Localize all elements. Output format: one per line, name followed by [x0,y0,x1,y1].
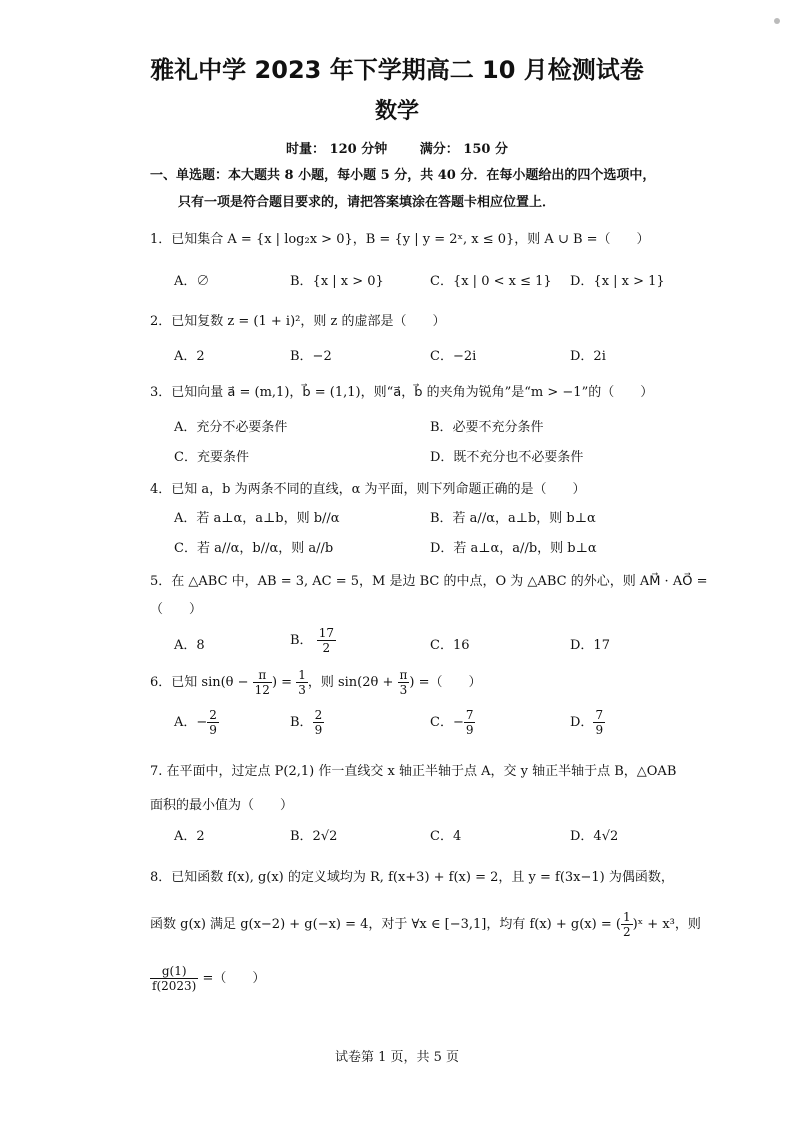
option-label: B． [290,715,313,730]
option-fraction [593,708,605,737]
q2-option-c: C．−2i [430,349,477,364]
q6-option-d [570,708,605,737]
q8-stem-part3: =（ ） [198,971,266,986]
fraction-numerator: 17 [318,626,334,640]
fraction-denominator: f(2023) [152,979,197,993]
subject-title: 数学 [374,99,419,124]
question-1-stem: 1．已知集合 A = {x | log₂x > 0}，B = {y | y = 2ˣ, x ≤ 0}，则 A ∪ B =（ ） [150,232,650,247]
q1-option-a: A．∅ [174,274,210,289]
full-score: 满分： 150 分 [419,142,508,157]
option-fraction [313,708,325,737]
question-8-stem-cont [150,910,701,939]
q3-option-d: D．既不充分也不必要条件 [430,450,584,465]
q3-option-a: A．充分不必要条件 [174,420,288,435]
question-5-stem: 5．在 △ABC 中，AB = 3, AC = 5，M 是边 BC 的中点，O 为 △ABC 的外心，则 AM⃗ · AO⃗ = [150,574,708,589]
question-4-stem: 4．已知 a，b 为两条不同的直线，α 为平面，则下列命题正确的是（ ） [150,482,586,497]
fraction-numerator: 1 [622,910,631,924]
fraction-numerator: 7 [595,708,604,722]
q6-pi-over-3 [398,668,410,697]
q3-option-b: B．必要不充分条件 [430,420,544,435]
option-label: D． [570,715,594,730]
q8-stem-part1: 函数 g(x) 满足 g(x−2) + g(−x) = 4，对于 ∀x ∈ [−3,1]，均有 f(x) + g(x) = ( [150,917,621,932]
q7-option-a: A．2 [174,829,205,844]
fraction-denominator: 3 [399,683,408,697]
q7-option-b: B．2√2 [290,829,338,844]
section-instructions-line2: 只有一项是符合题目要求的，请把答案填涂在答题卡相应位置上． [178,195,556,210]
q1-option-c: C．{x | 0 < x ≤ 1} [430,274,552,289]
fraction-denominator: 9 [314,723,323,737]
fraction-numerator: π [253,668,272,683]
q8-one-half [621,910,633,939]
q5-option-d: D．17 [570,638,610,653]
q5-option-c: C．16 [430,638,470,653]
question-8-stem: 8．已知函数 f(x), g(x) 的定义域均为 R, f(x+3) + f(x) = 2，且 y = f(3x−1) 为偶函数， [150,870,674,885]
q7-option-c: C．4 [430,829,462,844]
scan-mark [774,18,780,24]
section-instructions-line1: 一、单选题：本大题共 8 小题，每小题 5 分，共 40 分．在每小题给出的四个选项中， [150,168,656,183]
question-7-stem-cont: 面积的最小值为（ ） [150,798,294,813]
question-5-stem-cont: （ ） [150,602,203,617]
q2-option-a: A．2 [174,349,205,364]
q5-option-b [290,626,336,655]
q2-option-d: D．2i [570,349,606,364]
page-footer: 试卷第 1 页，共 5 页 [334,1050,460,1065]
fraction-denominator: 2 [622,925,631,939]
fraction-denominator: 2 [322,641,331,655]
option-fraction [207,708,219,737]
fraction-denominator: 9 [595,723,604,737]
fraction-numerator: 1 [298,668,306,682]
question-8-stem-final [150,964,265,993]
q1-option-d: D．{x | x > 1} [570,274,665,289]
q5-option-b-fraction [317,626,336,655]
q6-option-b [290,708,324,737]
fraction-numerator: 2 [209,708,217,722]
fraction-denominator: 9 [209,723,217,737]
fraction-numerator: π [399,668,408,682]
question-3-stem: 3．已知向量 a⃗ = (m,1)，b⃗ = (1,1)，则“a⃗，b⃗ 的夹角为锐角”是“m > −1”的（ ） [150,385,654,400]
fraction-numerator: 2 [314,708,323,722]
q8-stem-part2: )ˣ + x³，则 [632,917,701,932]
q5-option-a: A．8 [174,638,205,653]
time-limit: 时量： 120 分钟 [286,142,388,157]
q6-one-third [296,668,308,697]
q6-stem-part1: 6．已知 sin(θ − [150,675,253,690]
q6-pi-over-12 [253,668,272,697]
fraction-denominator: 9 [465,723,474,737]
q2-option-b: B．−2 [290,349,332,364]
fraction-denominator: 12 [254,683,270,697]
fraction-numerator: 7 [465,708,474,722]
q7-option-d: D．4√2 [570,829,619,844]
question-6-stem [150,668,482,697]
fraction-numerator: g(1) [150,964,198,979]
q6-stem-part2: ) = [271,675,297,690]
question-2-stem: 2．已知复数 z = (1 + i)²，则 z 的虚部是（ ） [150,314,446,329]
question-7-stem: 7. 在平面中，过定点 P(2,1) 作一直线交 x 轴正半轴于点 A，交 y 轴正半轴于点 B，△OAB [150,764,677,779]
q6-option-c [430,708,475,737]
fraction-denominator: 3 [298,683,306,697]
q8-ratio-fraction [150,964,198,993]
q1-option-b: B．{x | x > 0} [290,274,384,289]
q6-stem-part4: ) =（ ） [409,675,482,690]
option-fraction [464,708,476,737]
q4-option-b: B．若 a//α，a⊥b，则 b⊥α [430,511,596,526]
option-label: A．− [174,715,208,730]
q6-stem-part3: ，则 sin(2θ + [307,675,398,690]
q4-option-d: D．若 a⊥α，a//b，则 b⊥α [430,541,597,556]
exam-title: 雅礼中学 2023 年下学期高二 10 月检测试卷 [150,56,644,84]
option-label: C．− [430,715,464,730]
q4-option-c: C．若 a//α，b//α，则 a//b [174,541,334,556]
q3-option-c: C．充要条件 [174,450,249,465]
q6-option-a [174,708,219,737]
q4-option-a: A．若 a⊥α，a⊥b，则 b//α [174,511,340,526]
exam-meta [0,138,794,157]
q5-option-b-label: B． [290,633,313,648]
